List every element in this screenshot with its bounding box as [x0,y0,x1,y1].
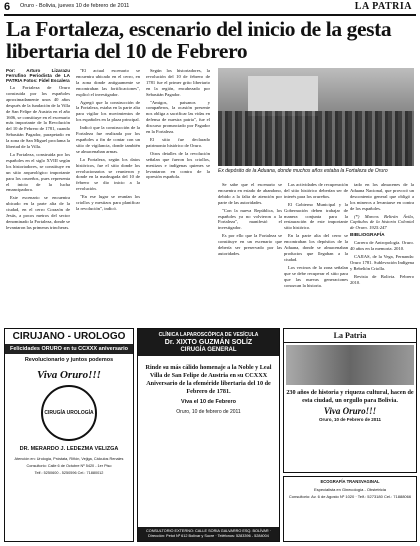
article-body [6,68,212,323]
kidney-logo-icon [41,385,97,441]
ad-title: CIRUJANO - UROLOGO [5,329,133,344]
paragraph: "Amigos, paisanos y compañeros, la ocasión presente nos obliga a sacrificar las vidas en defensa de nuestra patria", fue el discurso pronunciado por Pagador en la Fortaleza. [146,99,210,135]
ad-urologist [4,328,134,542]
paragraph: "En ese lugar se reunían los criollos y mestizos para planificar la revolución", indicó. [76,194,140,211]
paragraph: La Fortaleza, según los datos históricos, fue el sitio donde los revolucionarios se reunieron y donde en la madrugada del 10 de febrero se dio inicio a la revolución. [76,156,140,192]
article-body-right [218,182,414,323]
paragraph: En la parte alta del cerro se encontraban los depósitos de la Aduana, donde se almacenaban productos que llegaban a la ciudad. [284,233,348,262]
paragraph: El Gobierno Municipal y la Gobernación deben trabajar de manera conjunta para la restauración de este importante sitio histórico. [284,201,348,231]
ad-footer: CONSULTORIO EXTERNO: CALLE SORIA GALVARRO ESQ. BOLÍVAR · Dirección: Petot Nº 612 Bolívar y Sucre · Teléfonos: 5283396 - 5284004 [138,527,279,541]
ad-body: Revolucionario y juntos podemos [24,357,114,363]
footnote: (*) Marcos Beltrán Ávila, Capítulos de la historia Colonial de Oruro. 1925:247 [350,213,414,231]
bibliography-title: BIBLIOGRAFÍA [350,233,385,239]
paragraph: "El actual escenario se encuentra ubicado en el cerro, en la zona donde antiguamente se encontraban las fortificaciones", explicó el investigador. [76,68,140,97]
ad-message: Rinde su más cálido homenaje a la Noble y Leal Villa de San Felipe de Austria en su CCXXX Aniversario de la efeméride libertaria del 10 de Febrero de 1781. [145,364,272,395]
photo-building [248,76,318,116]
bibliography-item: Revista de Bolivia. Febrero 2010. [350,273,414,285]
ad-greeting: Felicidades ORURO en tu CCXXX aniversario [5,344,133,354]
paragraph: Este escenario se encuentra ubicado en la parte alta de la ciudad, en el cerro Corazón de Jesús, a pocos metros del sector denominado la Fortaleza, donde se levantaron las primeras trincheras. [6,195,70,230]
ad-message: 230 años de historia y riqueza cultural, hacen de esta ciudad, un orgullo para Bolivia. [286,389,414,404]
column-4 [218,182,282,323]
paragraph: El sitio fue declarado patrimonio histórico de Oruro. [146,136,210,148]
ad-clinic-name: CLÍNICA LAPAROSCÓPICA DE VESÍCULA [158,332,259,338]
page-number: 6 [4,1,11,13]
column-1 [6,68,70,323]
photo-caption: Ex depósito de la Aduana, donde muchos años estaba la Fortaleza de Oruro [218,168,388,174]
ad-specialty: Especialista en Ginecología - Obstetricia [313,487,387,493]
ad-date: Oruro, 10 de Febrero de 2011 [318,417,382,422]
ad-viva: Viva Oruro!!! [37,369,101,381]
ad-address: Consultorio: Calle 6 de Octubre Nº 5420 - 1er Piso [26,463,112,468]
logo-text: CIRUGÍA UROLOGÍA [44,410,94,416]
ad-doctor: DR. MERARDO J. LEDEZMA VELIZGA [19,446,119,452]
article-photo [218,68,414,166]
paragraph: Otros detalles de la revolución señalan que fueron los criollos, mestizos e indígenas quienes se levantaron en contra de la opresión española. [146,150,210,180]
column-3 [146,68,210,323]
header-rule [4,14,416,16]
bibliography-item: CAJIAS, de la Vega, Fernanda: Oruro 1781. Sublevación Indígena y Rebelión Criolla. [350,254,414,271]
paragraph: Las actividades de recuperación del sitio histórico deberían ser de interés para los orureños. [284,182,348,199]
headline: La Fortaleza, escenario del inicio de la gesta libertaria del 10 de Febrero [6,17,392,63]
ad-laparoscopic-clinic [137,328,280,542]
paragraph: "Con la nueva República, los españoles ya no volvieron a la Fortaleza", manifestó el investigador. [218,207,282,231]
ad-service: ECOGRAFÍA TRANSVAGINAL [320,479,380,484]
bibliography-item: Carrera de Antropología. Oruro. 40 años en la memoria. 2010. [350,240,414,252]
column-6 [350,182,414,323]
paragraph: Los vecinos de la zona señalan que se debe recuperar el sitio para que las nuevas generaciones conozcan la historia. [284,264,348,288]
ad-viva: Viva Oruro!!! [323,406,377,416]
paragraph: Se sabe que el escenario se encuentra en estado de abandono, debido a la falta de atención por parte de las autoridades. [218,182,282,205]
ad-slogan: Viva el 10 de Febrero [181,399,236,405]
ad-specialty: CIRUGÍA GENERAL [180,347,237,353]
ad-ultrasound [283,476,417,542]
ad-date: Oruro, 10 de febrero de 2011 [176,409,241,415]
ad-services: Atención en: Urología, Próstata, Riñón, Vejiga, Cálculos Renales [14,457,124,461]
paragraph: Es por ello que la Fortaleza se constituye en un escenario que debería ser preservado por las autoridades. [218,233,282,256]
paragraph: La Fortaleza, construida por los españoles en el siglo XVIII según los historiadores, se constituye en un sitio arqueológico importante para los orureños, pues representa el inicio de la lucha emancipadora. [6,151,70,193]
photo-crowd [218,111,414,166]
paragraph: La Fortaleza de Oruro construida por los españoles aproximadamente unos 40 años después de la fundación de la Villa de San Felipe de Austria en el año 1606, se constituye en el escenario más importante de la Revolución del 10 de Febrero de 1781, cuando Sebastián Pagador, parapetado en la zona de San Miguel proclama la libertad de la Villa. [6,85,70,150]
paragraph: Según los historiadores, la revolución del 10 de febrero de 1781 fue el primer grito libertario en la región, encabezado por Sebastián Pagador. [146,68,210,97]
paragraph: Indicó que la construcción de la Fortaleza fue realizada por los españoles a fin de contar con un sitio de vigilancia, donde también se almacenaban armas. [76,125,140,154]
paragraph: tado en los almacenes de la Aduana Nacional, que provocó un descontento general que obligó a los mineros a levantarse en contra de los españoles. [350,182,414,211]
ad-header [138,329,279,356]
paragraph: Agregó que la construcción de la Fortaleza, estaba en la parte alta para vigilar los movimientos de los españoles en la plaza principal. [76,99,140,123]
ad-anniversary [283,328,417,473]
ad-logo: La Patria [284,329,416,343]
ad-image [286,345,414,385]
dateline: Oruro - Bolivia, jueves 10 de febrero de 2011 [20,3,130,9]
column-5 [284,182,348,323]
column-2 [76,68,140,323]
byline: Por: Arturo Lizarazu Ferrufino Periodista de LA PATRIA Fotos: Fidel Escalera [6,68,70,83]
newspaper-brand: LA PATRIA [354,1,412,12]
ad-doctor-name: Dr. XIXTO GUZMÁN SOLÍZ [164,339,253,346]
ad-phone: Telf.: 5250600 - 5250596 Cel.: 71880012 [34,470,104,475]
ad-contact: Consultorio: Av. 6 de Agosto Nº 1020 · Telf.: 5273180 Cel.: 71888066 [288,494,412,500]
